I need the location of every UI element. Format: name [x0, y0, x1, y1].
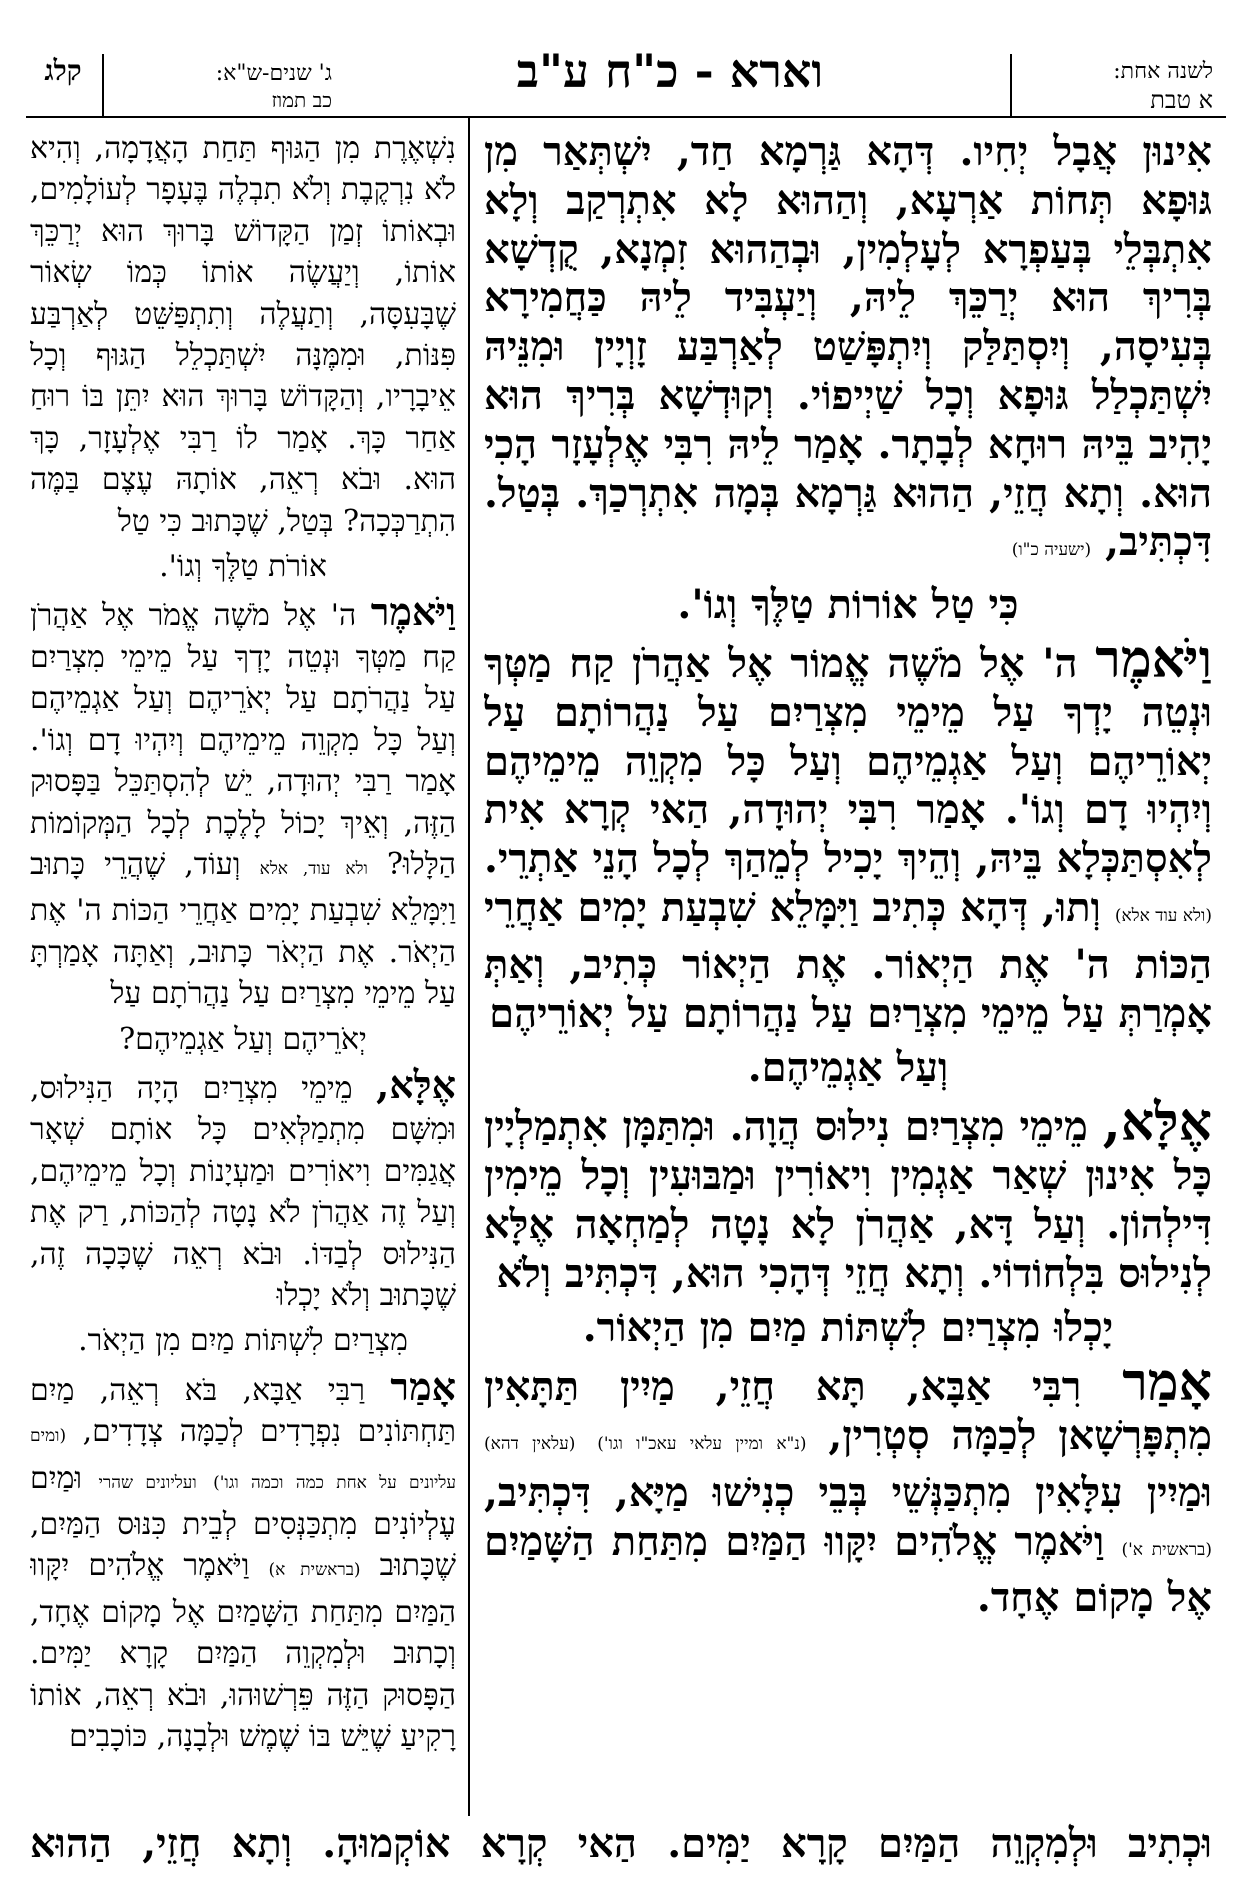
- header-rule: [26, 116, 1226, 118]
- schedule-three-years-label: ג' שנים-ש"א:: [215, 61, 332, 86]
- main-p2-end: וְעַל אַגְמֵיהֶם.: [747, 1044, 949, 1092]
- main-p1-text: אִינוּן אֲבָל יְחִיו. דְּהָא גַּרְמָא חַד, יִשְׁתְּאַר מִן גּוּפָא תְּחוֹת אַרְעָא, וְהַהוּא לָא אִתְרְקַב וְלָא אִתְבְּלֵי בְּעַפְרָא לְעָלְמִין, וּבְהַהוּא זִמְנָא, קֻדְשָׁא בְּרִיךְ הוּא יְרַכֵּךְ לֵיהּ, וְיַעְבִּיד לֵיהּ כַּחֲמִירָא בְּעִיסָה, וְיִסְתַּלַּק וְיִתְפָּשַׁט לְאַרְבַּע זָוְיָין וּמִנֵּיהּ יִשְׁתַּכְלַל גּוּפָא וְכָל שַׁיְיפוֹי. וְקוּדְשָׁא בְּרִיךְ הוּא יָהִיב בֵּיהּ רוּחָא לְבָתָר. אָמַר לֵיהּ רִבִּי אֶלְעָזָר הָכִי הוּא. וְתָא חֲזֵי, הַהוּא גַּרְמָא בְּמָה אִתְרְכַךְ. בְּטַל. דִּכְתִּיב,: [484, 128, 1212, 566]
- page-number: קלג: [44, 54, 82, 87]
- trans-p4-cont: וּמַיִם עֶלְיוֹנִים מִתְכַּנְּסִים לְבֵית כִּנּוּס הַמַּיִם, שֶׁכָּתוּב: [30, 1460, 456, 1584]
- main-p1-source: (ישעיה כ"ו): [1011, 540, 1092, 561]
- header-divider-right: [1010, 54, 1012, 116]
- trans-p2-cont: וְעוֹד, שֶׁהֲרֵי כָּתוּב וַיִּמָּלֵא שִׁבְעַת יָמִים אַחֲרֵי הַכּוֹת ה' אֶת הַיְאֹר. אֶת הַיְאֹר כָּתוּב, וְאַתָּה אָמַרְתָּ עַל מֵימֵי מִצְרַיִם עַל נַהֲרֹתָם עַל: [30, 846, 456, 1012]
- trans-paragraph-4: [30, 1363, 456, 1758]
- main-p4-verse: וַיֹּאמֶר אֱלֹהִים יִקָּווּ הַמַּיִם מִתַּחַת הַשָּׁמַיִם אֶל מָקוֹם אֶחָד.: [484, 1517, 1212, 1622]
- trans-paragraph-3: [30, 1061, 456, 1316]
- trans-p3-opener: אֶלָּא,: [376, 1061, 456, 1107]
- main-paragraph-4: [484, 1352, 1212, 1623]
- trans-p4-opener: אָמַר: [390, 1363, 456, 1409]
- main-p3-opener: אֶלָּא,: [1102, 1092, 1212, 1154]
- main-p4-gloss-1: (נ"א ומיין עלאי עאכ"ו וגו'): [597, 1433, 807, 1454]
- trans-p2-opener: וַיֹּאמֶר: [370, 589, 456, 635]
- main-p3-text: מֵימֵי מִצְרַיִם נִילוּס הֲוָה. וּמִתַּמָּן אִתְמַלְיָין כָּל אִינוּן שְׁאַר אַגְמִין וִיאוֹרִין וּמַבּוּעִין וְכָל מֵימִין דִּילְהוֹן. וְעַל דָּא, אַהֲרֹן לָא נָטָה לְמַחְאָה אֶלָּא לְנִילוּס בִּלְחוֹדוֹי. וְתָא חֲזֵי דְּהָכִי הוּא, דִּכְתִּיב וְלֹא: [484, 1103, 1212, 1297]
- trans-paragraph-2: [30, 591, 456, 1014]
- trans-p4-cont2: וַיֹּאמֶר אֱלֹהִים יִקָּווּ הַמַּיִם מִתַּחַת הַשָּׁמַיִם אֶל מָקוֹם אֶחָד, וְכָתוּב וּלְמִקְוֵה הַמַּיִם קָרָא יַמִּים. הַפָּסוּק הַזֶּה פֵּרְשׁוּהוּ, וּבֹא רְאֵה, אוֹתוֹ רָקִיעַ שֶׁיֵּשׁ בּוֹ שֶׁמֶשׁ וּלְבָנָה, כּוֹכָבִים: [30, 1548, 456, 1755]
- trans-p3-text: מֵימֵי מִצְרַיִם הָיָה הַנִּילוּס, וּמִשָּׁם מִתְמַלְּאִים כָּל אוֹתָם שְׁאָר אֲגַמִּים וִיאוֹרִים וּמַעְיָנוֹת וְכָל מֵימֵיהֶם, וְעַל זֶה אַהֲרֹן לֹא נָטָה לְהַכּוֹת, רַק אֶת הַנִּילוּס לְבַדּוֹ. וּבֹא רְאֵה שֶׁכָּכָה זֶה, שֶׁכָּתוּב וְלֹא יָכְלוּ: [30, 1070, 456, 1313]
- schedule-one-year-label: לשנה אחת:: [1113, 59, 1213, 84]
- schedule-one-year-date: א טבת: [1150, 86, 1213, 114]
- trans-p4-gloss-2: ועליונים שהרי: [98, 1472, 197, 1493]
- trans-p2-end: יְאֹרֵיהֶם וְעַל אַגְמֵיהֶם?: [119, 1021, 367, 1057]
- main-p4-opener: אָמַר: [1122, 1352, 1212, 1414]
- schedule-three-years-box: [104, 58, 332, 110]
- trans-p4-source: (בראשית א): [268, 1560, 361, 1581]
- main-p2-gloss: (ולא עוד אלא): [1114, 905, 1212, 926]
- main-p2-cont: וְתוּ, דְּהָא כְּתִיב וַיִּמָּלֵא שִׁבְעַת יָמִים אַחֲרֵי הַכּוֹת ה' אֶת הַיְאוֹר. אֶת הַיְאוֹר כְּתִיב, וְאַתְּ אָמְרַתְּ עַל מֵימֵי מִצְרַיִם עַל נַהֲרוֹתָם עַל יְאוֹרֵיהֶם: [484, 883, 1212, 1037]
- trans-p1-end: אוֹרֹת טַלֶּךָ וְגוֹ'.: [159, 549, 327, 585]
- main-text-column: [484, 128, 1212, 1816]
- column-divider: [468, 116, 470, 1816]
- main-p3-end: יָכְלוּ מִצְרַיִם לִשְׁתּוֹת מַיִם מִן הַיְאוֹר.: [582, 1304, 1114, 1352]
- main-p4-gloss-2: (עלאין דהא): [484, 1433, 576, 1454]
- main-p4-source: (בראשית א'): [1121, 1539, 1212, 1560]
- schedule-three-years-date: כב תמוז: [271, 88, 332, 112]
- schedule-one-year-box: [1013, 58, 1213, 114]
- main-paragraph-2: [484, 628, 1212, 1038]
- main-p4-cont: וּמַיִין עִלָּאִין מִתְכַּנְּשֵׁי בְּבֵי כְנִישׁוּ מַיָּא, דִּכְתִּיב,: [484, 1468, 1212, 1516]
- trans-paragraph-1: [30, 128, 456, 542]
- parasha-title: וארא - כ"ח ע"ב: [516, 44, 824, 98]
- main-paragraph-1: [484, 128, 1212, 575]
- trans-p4-text: רַבִּי אַבָּא, בֹּא רְאֵה, מַיִם תַּחְתּוֹנִים נִפְרָדִים לְכַמָּה צְדָדִים,: [30, 1372, 456, 1450]
- main-p2-text: ה' אֶל מֹשֶׁה אֱמוֹר אֶל אַהֲרֹן קַח מַטְּךָ וּנְטֵה יָדְךָ עַל מֵימֵי מִצְרַיִם עַל נַהֲרוֹתָם עַל יְאוֹרֵיהֶם וְעַל אַגְמֵיהֶם וְעַל כָּל מִקְוֵה מֵימֵיהֶם וְיִהְיוּ דָם וְגוֹ'. אָמַר רִבִּי יְהוּדָה, הַאי קְרָא אִית לְאִסְתַּכְּלָא בֵּיהּ, וְהֵיךְ יָכִיל לְמֵהַךְ לְכָל הָנֵי אַתְרֵי.: [484, 639, 1212, 883]
- trans-p2-gloss: ולא עוד, אלא: [259, 858, 368, 879]
- trans-p1-text: נִשְׁאֶרֶת מִן הַגּוּף תַּחַת הָאֲדָמָה, וְהִיא לֹא נִרְקֶבֶת וְלֹא תִבְלֶה בֶּעָפָר לְעוֹלָמִים, וּבְאוֹתוֹ זְמַן הַקָּדוֹשׁ בָּרוּךְ הוּא יְרַכֵּךְ אוֹתוֹ, וְיַעֲשֶׂה אוֹתוֹ כְּמוֹ שְׂאוֹר שֶׁבָּעִסָּה, וְתַעֲלֶה וְתִתְפַּשֵּׁט לְאַרְבַּע פִּנּוֹת, וּמִמֶּנָּה יִשְׁתַּכְלֵל הַגּוּף וְכָל אֵיבָרָיו, וְהַקָּדוֹשׁ בָּרוּךְ הוּא יִתֵּן בּוֹ רוּחַ אַחַר כָּךְ. אָמַר לוֹ רַבִּי אֶלְעָזָר, כָּךְ הוּא. וּבֹא רְאֵה, אוֹתָהּ עֶצֶם בַּמֶּה הִתְרַכְּכָה? בְּטַל, שֶׁכָּתוּב כִּי טַל: [30, 131, 456, 539]
- translation-column: [30, 128, 456, 1816]
- main-p4-text: רִבִּי אַבָּא, תָּא חֲזֵי, מַיִין תַּתָּאִין מִתְפָּרְשָׁאן לְכַמָּה סְטְרִין,: [484, 1363, 1212, 1459]
- main-paragraph-3: [484, 1092, 1212, 1298]
- header-divider-left: [102, 54, 104, 116]
- trans-p3-end: מִצְרַיִם לִשְׁתּוֹת מַיִם מִן הַיְאֹר.: [78, 1323, 408, 1359]
- main-p2-opener: וַיֹּאמֶר: [1095, 628, 1212, 690]
- trans-p2-text: ה' אֶל מֹשֶׁה אֱמֹר אֶל אַהֲרֹן קַח מַטְּךָ וּנְטֵה יָדְךָ עַל מֵימֵי מִצְרַיִם עַל נַהֲרֹתָם עַל יְאֹרֵיהֶם וְעַל אַגְמֵיהֶם וְעַל כָּל מִקְוֵה מֵימֵיהֶם וְיִהְיוּ דָם וְגוֹ'. אָמַר רַבִּי יְהוּדָה, יֵשׁ לְהִסְתַּכֵּל בַּפָּסוּק הַזֶּה, וְאֵיךְ יָכוֹל לָלֶכֶת לְכָל הַמְּקוֹמוֹת הַלָּלוּ?: [30, 598, 456, 882]
- trans-p4-gloss-1: (ומים עליונים על אחת כמה וכמה וגו'): [30, 1426, 456, 1493]
- bottom-line: וּכְתִיב וּלְמִקְוֵה הַמַּיִם קָרָא יַמִּים. הַאי קְרָא אוֹקְמוּהָ. וְתָא חֲזֵי, הַהוּא: [30, 1820, 1213, 1867]
- main-p1-verse: כִּי טַל אוֹרוֹת טַלֶּךָ וְגוֹ'.: [677, 581, 1019, 629]
